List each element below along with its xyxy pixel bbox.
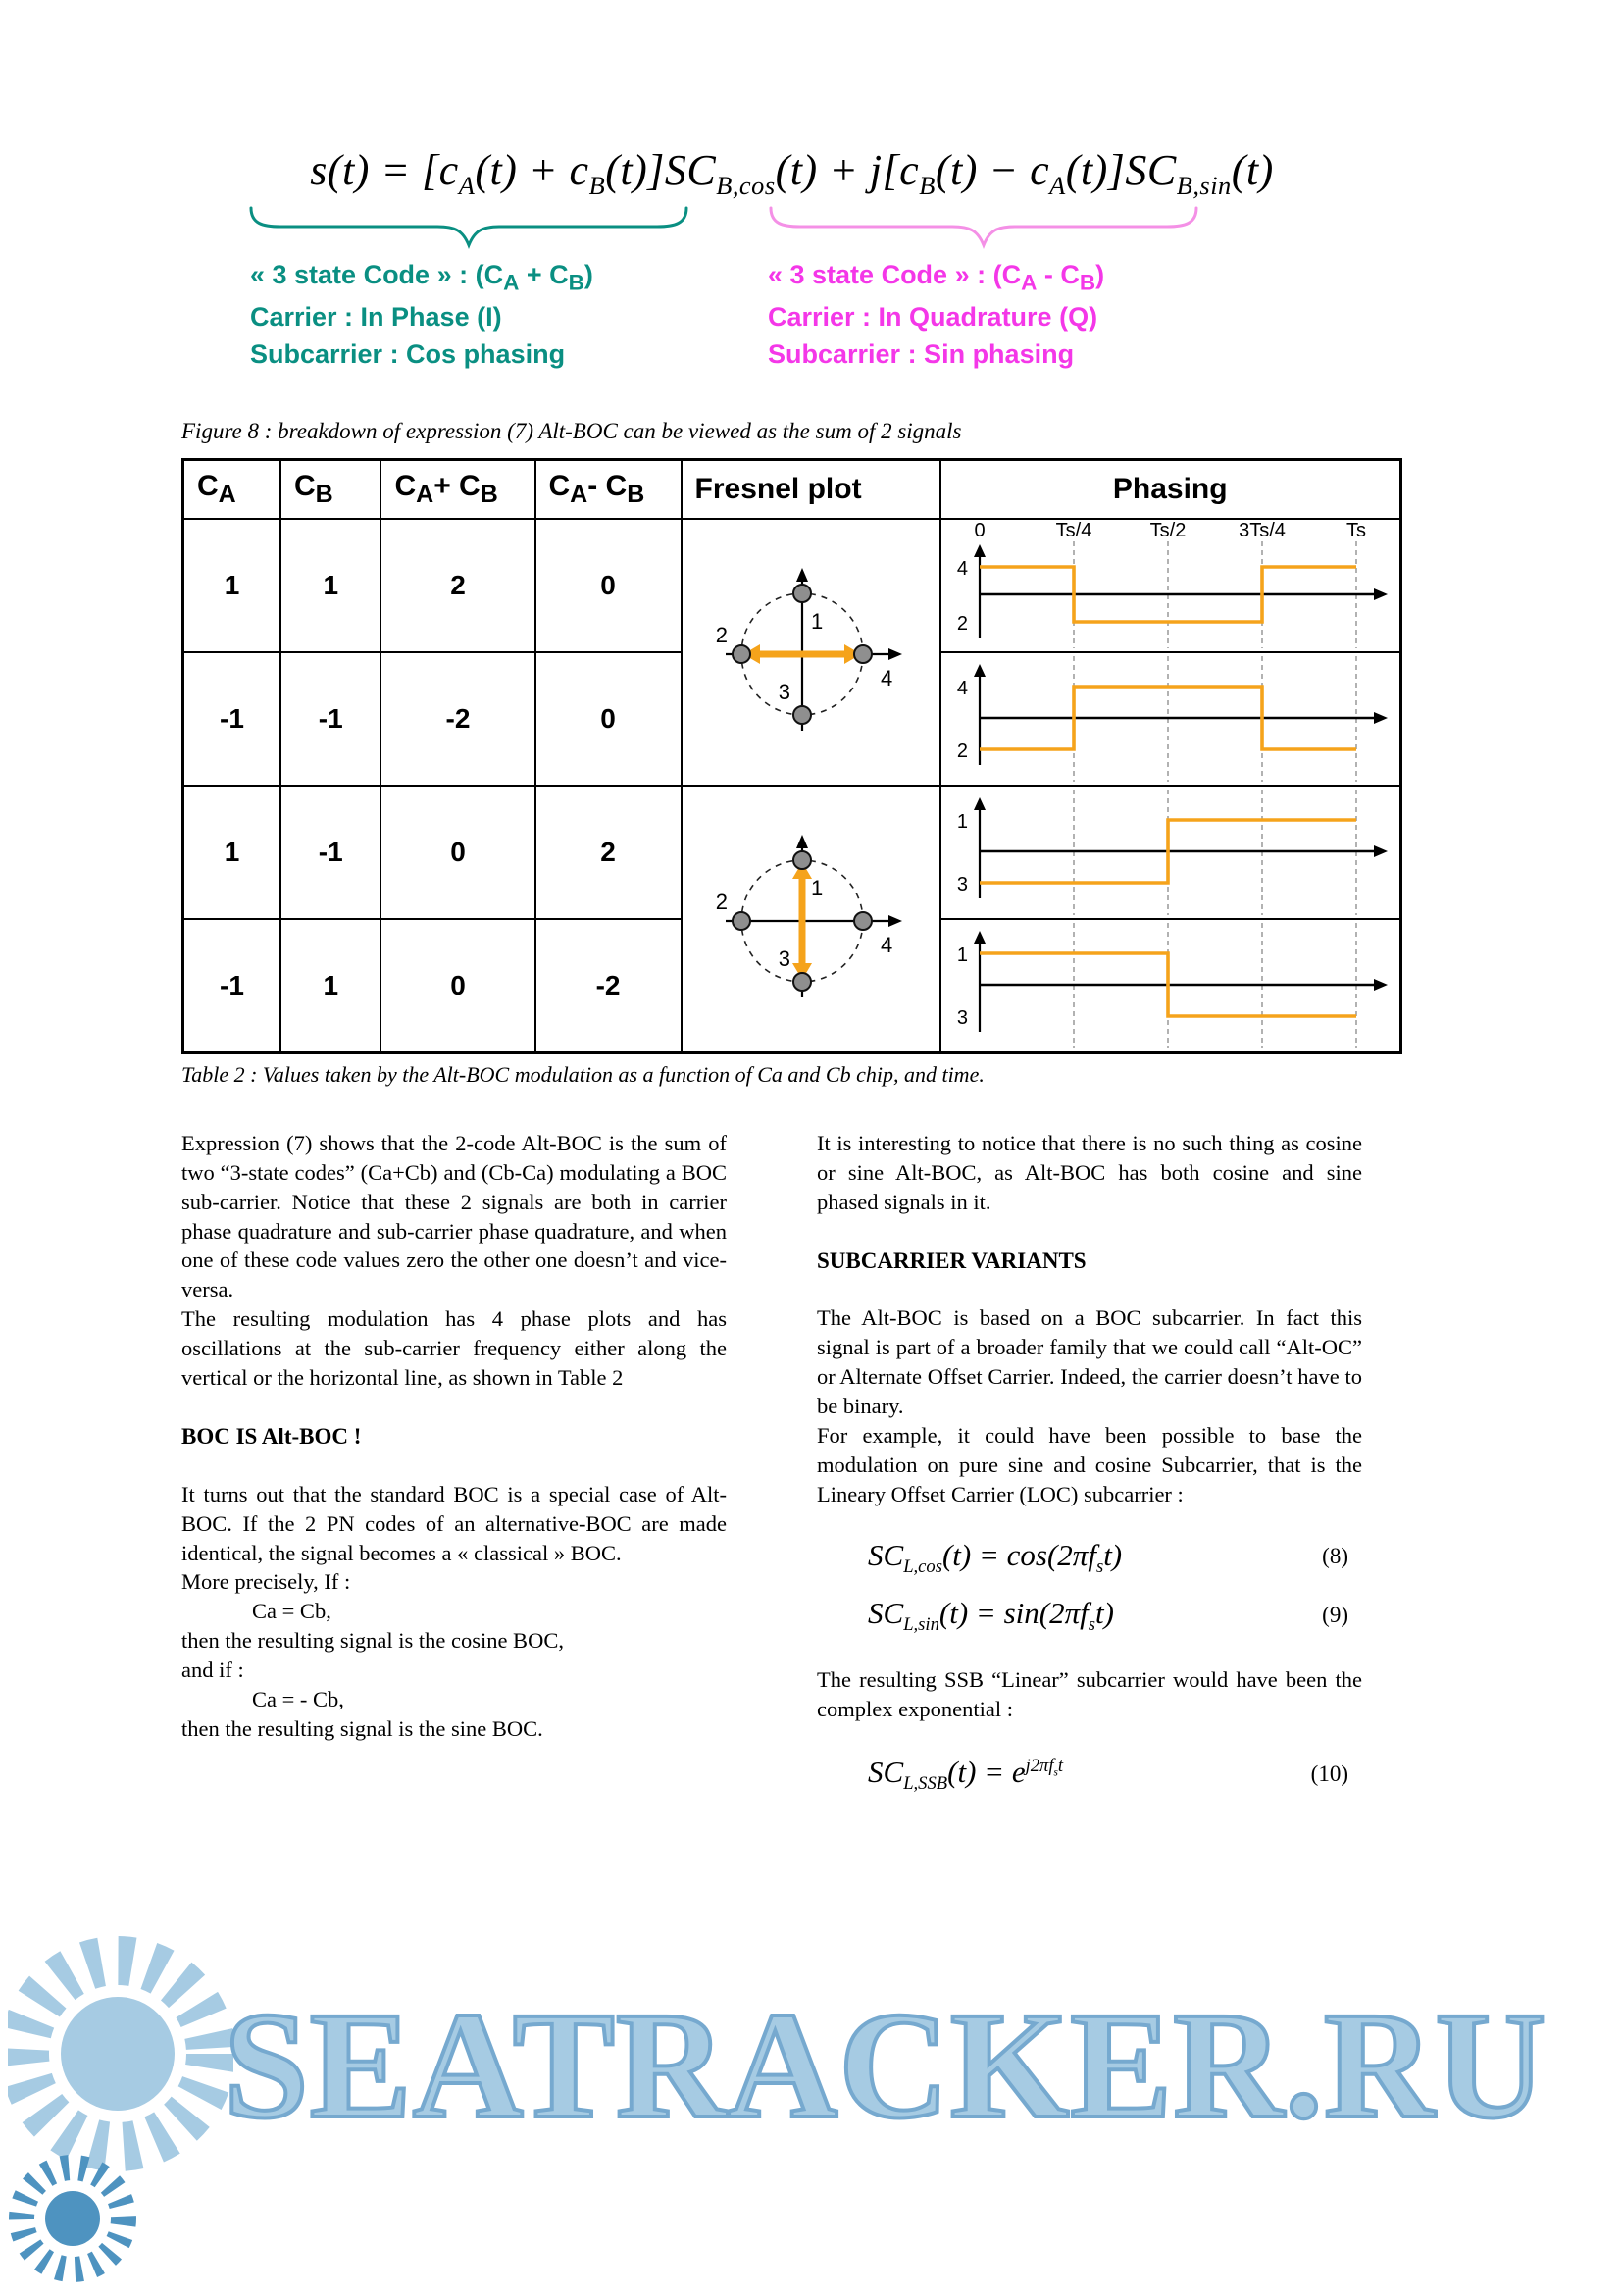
col-header-ca: $C_A$ <box>183 459 281 519</box>
svg-text:2: 2 <box>956 740 968 762</box>
table-row <box>183 519 1401 652</box>
table-row <box>183 786 1401 919</box>
paragraph: The resulting modulation has 4 phase plots and has oscillations at the sub-carrier frequency either along the vertical or the horizontal line, as shown in Table 2 <box>181 1306 727 1391</box>
phasing-plot-row3 <box>940 786 1401 919</box>
text-line: then the resulting signal is the sine BOC. <box>181 1716 543 1742</box>
svg-text:Ts/2: Ts/2 <box>1149 519 1187 541</box>
svg-text:0: 0 <box>974 519 986 541</box>
figure-caption: Figure 8 : breakdown of expression (7) Alt-BOC can be viewed as the sum of 2 signals <box>181 418 962 443</box>
equation-9 <box>817 1593 1362 1638</box>
svg-text:3: 3 <box>956 873 968 895</box>
equation-number: (10) <box>1310 1760 1348 1786</box>
cell-diff: 0 <box>535 652 682 786</box>
left-column <box>181 1129 727 1807</box>
cell-cb: -1 <box>280 652 380 786</box>
equation-8 <box>817 1535 1362 1580</box>
equation-body: $SC_{L,SSB}(t) = e^{j2\pi f_st}$ <box>868 1755 1064 1795</box>
paragraph: For example, it could have been possible to base the modulation on pure sine and cosine Subcarrier, that is the Lineary Offset Carrier (LOC) subcarrier : <box>817 1422 1362 1506</box>
svg-text:3: 3 <box>778 945 790 971</box>
annotation-line: Carrier : In Phase (I) <box>250 302 502 332</box>
cell-ca: 1 <box>183 519 281 652</box>
cell-sum: 0 <box>380 786 534 919</box>
col-header-diff: $C_A-$ $C_B$ <box>535 459 682 519</box>
cell-diff: -2 <box>535 919 682 1053</box>
annotations <box>181 256 1402 374</box>
body-columns <box>181 1129 1402 1807</box>
text-line: More precisely, If : <box>181 1569 351 1595</box>
phasing-plot-row1 <box>940 519 1401 652</box>
cell-cb: -1 <box>280 786 380 919</box>
svg-text:3: 3 <box>956 1006 968 1029</box>
annotation-line: Carrier : In Quadrature (Q) <box>768 302 1098 332</box>
cell-sum: -2 <box>380 652 534 786</box>
svg-text:4: 4 <box>880 665 892 690</box>
svg-text:3: 3 <box>778 679 790 704</box>
svg-text:2: 2 <box>715 889 728 914</box>
text-line: Ca = - Cb, <box>252 1687 344 1712</box>
cell-ca: -1 <box>183 919 281 1053</box>
svg-text:1: 1 <box>810 608 823 634</box>
alt-boc-table <box>181 458 1402 1054</box>
cell-sum: 2 <box>380 519 534 652</box>
cell-ca: 1 <box>183 786 281 919</box>
equation-number: (9) <box>1322 1603 1348 1628</box>
equation-body: $SC_{L,cos}(t) = \cos(2\pi f_st)$ <box>868 1537 1123 1577</box>
heading-subcarrier-variants: SUBCARRIER VARIANTS <box>817 1248 1087 1273</box>
annotation-quadrature <box>768 256 1104 374</box>
svg-text:1: 1 <box>956 944 968 966</box>
page-content <box>181 0 1402 1807</box>
col-header-phasing: Phasing <box>940 459 1401 519</box>
annotation-line: « 3 state Code » : $(C_A - C_B)$ <box>768 259 1105 295</box>
cell-ca: -1 <box>183 652 281 786</box>
equation-number: (8) <box>1322 1544 1348 1569</box>
svg-text:4: 4 <box>956 677 968 699</box>
svg-text:Ts/4: Ts/4 <box>1055 519 1092 541</box>
cell-sum: 0 <box>380 919 534 1053</box>
cell-cb: 1 <box>280 519 380 652</box>
braces-row <box>181 203 1402 250</box>
paragraph: The resulting SSB “Linear” subcarrier would have been the complex exponential : <box>817 1667 1362 1722</box>
main-equation: $s(t) = [c_A(t) + c_B(t)]SC_{B,cos}(t) + j[c_B(t) - c_A(t)]SC_{B,sin}(t)$ <box>310 146 1274 200</box>
annotation-line: Subcarrier : Cos phasing <box>250 339 566 370</box>
svg-text:1: 1 <box>956 810 968 833</box>
text-line: then the resulting signal is the cosine BOC, <box>181 1628 564 1654</box>
svg-text:2: 2 <box>715 622 728 647</box>
underbrace-quadrature-icon <box>768 205 1199 252</box>
equation-10 <box>817 1752 1362 1797</box>
col-header-sum: $C_A+ C_B$ <box>380 459 534 519</box>
paragraph: The Alt-BOC is based on a BOC subcarrier. In fact this signal is part of a broader family that we could call “Alt-OC” or Alternate Offset Carrier. Indeed, the carrier doesn’t have to be binary. <box>817 1305 1362 1418</box>
cell-diff: 0 <box>535 519 682 652</box>
col-header-fresnel: Fresnel plot <box>682 459 940 519</box>
heading-boc-is-altboc: BOC IS Alt-BOC ! <box>181 1424 362 1450</box>
phasing-plot-row2 <box>940 652 1401 786</box>
text-line: Ca = Cb, <box>252 1599 331 1624</box>
watermark-text: SEATRACKER.RU <box>224 1980 1547 2150</box>
annotation-line: « 3 state Code » : $(C_A + C_B)$ <box>250 259 593 295</box>
paragraph: It turns out that the standard BOC is a special case of Alt-BOC. If the 2 PN codes of an alternative-BOC are made identical, the signal becomes a « classical » BOC. <box>181 1481 727 1565</box>
underbrace-inphase-icon <box>248 205 689 252</box>
svg-text:1: 1 <box>810 875 823 900</box>
svg-text:4: 4 <box>956 557 968 580</box>
watermark <box>0 1901 1622 2294</box>
fresnel-plot-horizontal <box>682 519 940 786</box>
table-header-row <box>183 459 1401 519</box>
cell-diff: 2 <box>535 786 682 919</box>
table-caption: Table 2 : Values taken by the Alt-BOC modulation as a function of Ca and Cb chip, and time. <box>181 1061 985 1087</box>
col-header-cb: $C_B$ <box>280 459 380 519</box>
svg-text:Ts: Ts <box>1345 519 1366 541</box>
cell-cb: 1 <box>280 919 380 1053</box>
fresnel-plot-vertical <box>682 786 940 1053</box>
paragraph: It is interesting to notice that there is no such thing as cosine or sine Alt-BOC, as Alt-BOC has both cosine and sine phased signals in it. <box>817 1130 1362 1214</box>
equation-body: $SC_{L,sin}(t) = \sin(2\pi f_st)$ <box>868 1596 1114 1636</box>
annotation-line: Subcarrier : Sin phasing <box>768 339 1075 370</box>
sun-icon <box>8 1907 233 2291</box>
svg-text:4: 4 <box>880 932 892 957</box>
svg-text:3Ts/4: 3Ts/4 <box>1238 519 1286 541</box>
text-line: and if : <box>181 1658 244 1683</box>
svg-text:2: 2 <box>956 612 968 635</box>
paragraph: Expression (7) shows that the 2-code Alt-BOC is the sum of two “3-state codes” (Ca+Cb) and (Cb-Ca) modulating a BOC sub-carrier. Notice that these 2 signals are both in carrier phase quadrature and sub-carrier phase quadrature, and when one of these code values zero the other one doesn’t and vice-versa. <box>181 1130 727 1302</box>
annotation-inphase <box>250 256 691 374</box>
right-column <box>817 1129 1362 1807</box>
phasing-plot-row4 <box>940 919 1401 1053</box>
